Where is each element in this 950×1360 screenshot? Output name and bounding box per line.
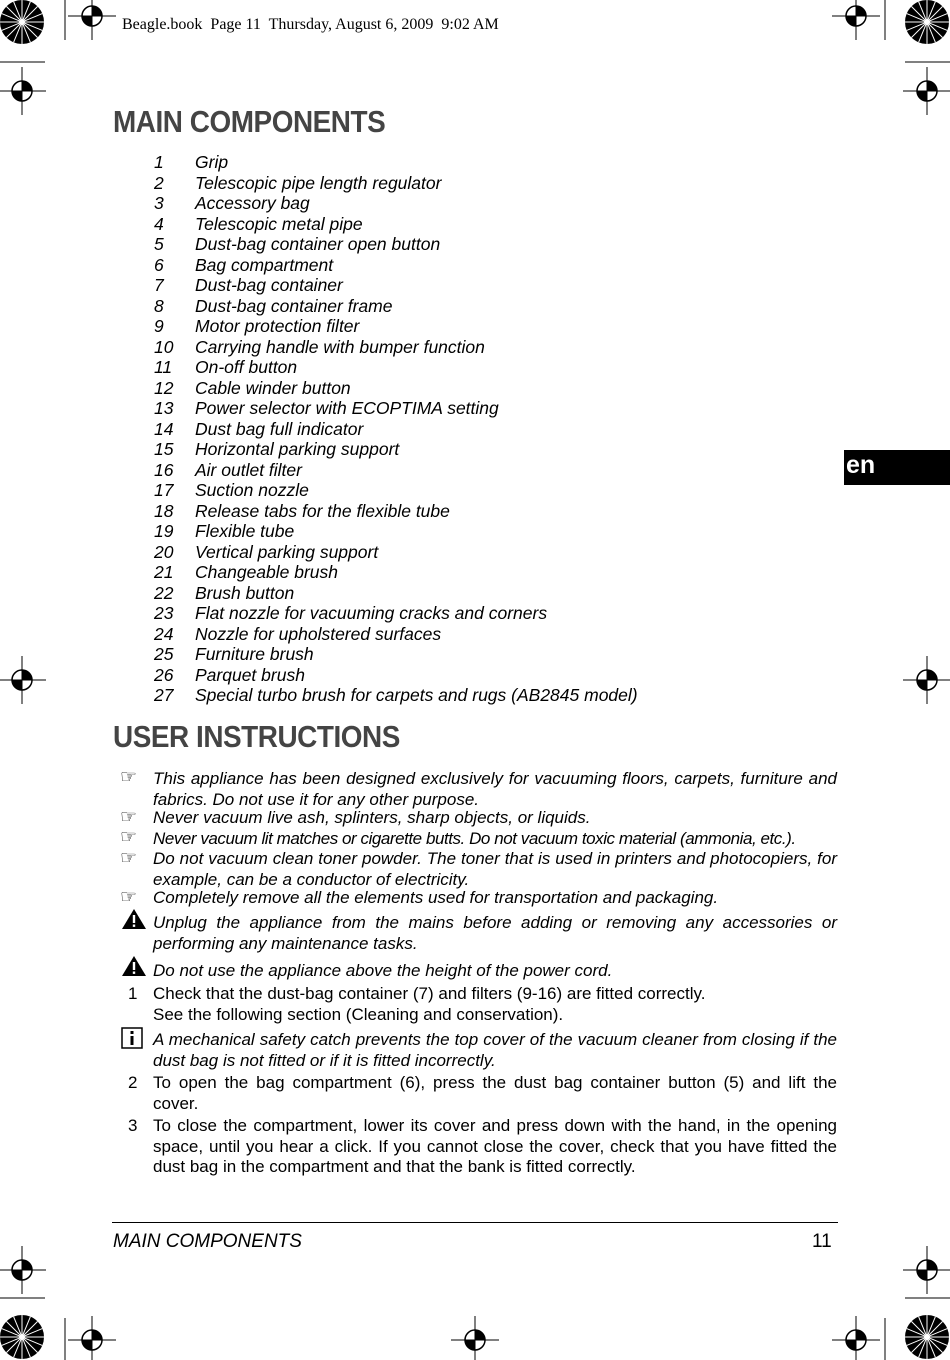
- instruction-item: This appliance has been designed exclusively for vacuuming floors, carpets, furniture and fabrics. Do not use it for any other purpose.: [153, 769, 837, 809]
- footer-section-title: MAIN COMPONENTS: [113, 1231, 302, 1252]
- pointing-hand-icon: ☞: [120, 807, 138, 828]
- page-number: 11: [812, 1231, 832, 1252]
- list-item: 11 On-off button: [154, 357, 298, 377]
- list-item: 19 Flexible tube: [154, 521, 295, 541]
- list-item: 17 Suction nozzle: [154, 480, 309, 500]
- step-item: To close the compartment, lower its cover and press down with the hand, in the opening space, until you hear a click. If you cannot close the cover, check that you have fitted the dust bag in the compartment and that the bank is fitted correctly.: [153, 1116, 837, 1176]
- instruction-item: Completely remove all the elements used for transportation and packaging.: [153, 888, 719, 907]
- info-icon: [121, 1027, 143, 1049]
- list-item: 20 Vertical parking support: [154, 541, 379, 562]
- list-item: 27 Special turbo brush for carpets and rugs (AB2845 model): [154, 685, 638, 705]
- pointing-hand-icon: ☞: [120, 848, 138, 869]
- list-item: 26 Parquet brush: [154, 664, 305, 685]
- list-item: 15 Horizontal parking support: [154, 439, 400, 459]
- list-item: 10 Carrying handle with bumper function: [154, 336, 485, 357]
- list-item: 23 Flat nozzle for vacuuming cracks and corners: [154, 603, 548, 623]
- step-text: Check that the dust-bag container (7) and filters (9-16) are fitted correctly.: [153, 984, 706, 1003]
- pointing-hand-icon: ☞: [120, 827, 138, 848]
- step-text: See the following section (Cleaning and conservation).: [153, 1004, 564, 1024]
- warning-icon: [121, 955, 147, 977]
- list-item: 5 Dust-bag container open button: [154, 234, 441, 254]
- footer-divider: [112, 1222, 838, 1223]
- list-item: 13 Power selector with ECOPTIMA setting: [154, 398, 499, 418]
- warning-icon: [121, 908, 147, 930]
- list-item: 21 Changeable brush: [154, 562, 339, 582]
- language-tab: en: [844, 450, 950, 485]
- list-item: 4 Telescopic metal pipe: [154, 213, 363, 234]
- instruction-item: Never vacuum lit matches or cigarette butts. Do not vacuum toxic material (ammonia, etc.).: [153, 829, 796, 848]
- list-item: 7 Dust-bag container: [154, 275, 343, 295]
- list-item: 3 Accessory bag: [154, 193, 310, 213]
- note-item: A mechanical safety catch prevents the top cover of the vacuum cleaner from closing if the dust bag is not fitted or if it is fitted incorrectly.: [153, 1030, 837, 1070]
- pointing-hand-icon: ☞: [120, 887, 138, 908]
- step-item: [153, 984, 837, 1025]
- main-components-heading: MAIN COMPONENTS: [113, 104, 386, 139]
- step-number: 3: [128, 1116, 138, 1135]
- list-item: 1 Grip: [154, 152, 229, 172]
- list-item: 8 Dust-bag container frame: [154, 295, 393, 316]
- step-number: 2: [128, 1073, 138, 1092]
- warning-item: Do not use the appliance above the height of the power cord.: [153, 961, 613, 980]
- list-item: 9 Motor protection filter: [154, 316, 360, 336]
- warning-item: Unplug the appliance from the mains before adding or removing any accessories or performing any maintenance tasks.: [153, 913, 837, 953]
- list-item: 14 Dust bag full indicator: [154, 418, 364, 439]
- print-slug: Beagle.book Page 11 Thursday, August 6, 2009 9:02 AM: [122, 16, 499, 33]
- list-item: 6 Bag compartment: [154, 254, 334, 275]
- user-instructions-heading: USER INSTRUCTIONS: [113, 719, 400, 754]
- step-item: To open the bag compartment (6), press the dust bag container button (5) and lift the cover.: [153, 1073, 837, 1113]
- instruction-item: Do not vacuum clean toner powder. The toner that is used in printers and photocopiers, for example, can be a conductor of electricity.: [153, 849, 837, 889]
- pointing-hand-icon: ☞: [120, 767, 138, 788]
- list-item: 16 Air outlet filter: [154, 459, 302, 480]
- list-item: 24 Nozzle for upholstered surfaces: [154, 623, 442, 644]
- list-item: 18 Release tabs for the flexible tube: [154, 500, 450, 521]
- list-item: 12 Cable winder button: [154, 377, 351, 398]
- list-item: 2 Telescopic pipe length regulator: [154, 172, 442, 193]
- list-item: 25 Furniture brush: [154, 644, 314, 664]
- step-number: 1: [128, 984, 138, 1003]
- list-item: 22 Brush button: [154, 582, 295, 603]
- instruction-item: Never vacuum live ash, splinters, sharp objects, or liquids.: [153, 808, 591, 827]
